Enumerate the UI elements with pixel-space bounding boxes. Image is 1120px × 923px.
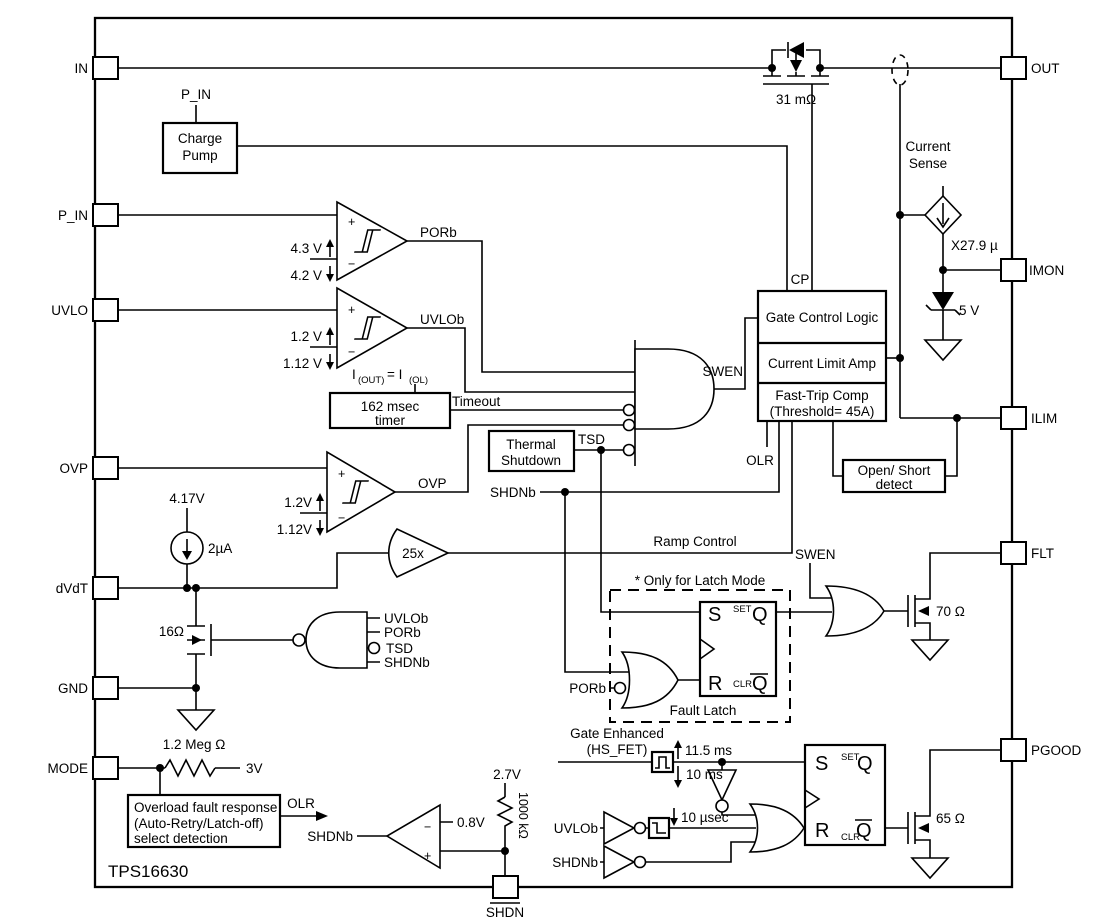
current-sense-loop-icon bbox=[892, 55, 908, 85]
pgood-fet-label: 65 Ω bbox=[936, 811, 965, 826]
pin-uvlo bbox=[93, 299, 118, 321]
open-short-label-1: Open/ Short bbox=[857, 463, 931, 478]
dvdt-current-source-icon bbox=[171, 532, 203, 564]
iol-s1: (OUT) bbox=[358, 375, 385, 386]
pin-label-flt: FLT bbox=[1031, 546, 1054, 561]
latch2-set: SET bbox=[841, 752, 860, 763]
latch1-qb: Q bbox=[752, 673, 768, 695]
mode-resistor-icon bbox=[165, 760, 215, 776]
pin-label-p-in: P_IN bbox=[57, 208, 88, 223]
shdnb-mid-label: SHDNb bbox=[490, 485, 536, 500]
iol-i2: = I bbox=[387, 367, 403, 382]
ovp-plus: + bbox=[338, 467, 346, 481]
uvlob-inv-label: UVLOb bbox=[553, 821, 598, 836]
pin-label-in: IN bbox=[74, 61, 88, 76]
mode-voltage-label: 3V bbox=[246, 761, 263, 776]
pullup-resistor-label: 1000 kΩ bbox=[516, 792, 530, 839]
ramp-control-label: Ramp Control bbox=[653, 534, 737, 549]
pin-label-mode: MODE bbox=[47, 761, 88, 776]
overload-label-1: Overload fault response bbox=[134, 800, 278, 815]
nand-in-uvlob: UVLOb bbox=[384, 611, 429, 626]
zener-label: 5 V bbox=[959, 303, 980, 318]
shdn-comp-plus: + bbox=[424, 849, 432, 863]
imon-gain-label: X27.9 µ bbox=[951, 238, 998, 253]
latch-note-label: * Only for Latch Mode bbox=[634, 573, 766, 588]
comp-ref-label: 0.8V bbox=[457, 815, 485, 830]
shdnb-comp-label: SHDNb bbox=[307, 829, 353, 844]
rds-on-label: 31 mΩ bbox=[775, 92, 817, 107]
pin-mode bbox=[93, 757, 118, 779]
pin-p-in bbox=[93, 204, 118, 226]
current-source-diamond-icon bbox=[925, 196, 961, 234]
pin-ilim bbox=[1001, 407, 1026, 429]
pin-label-ilim: ILIM bbox=[1031, 411, 1058, 426]
pin-pgood bbox=[1001, 739, 1026, 761]
pin-imon bbox=[1001, 259, 1026, 281]
dvdt-fet-icon bbox=[187, 624, 211, 656]
th-por-fall: 4.2 V bbox=[290, 268, 322, 283]
dvdt-fet-label: 16Ω bbox=[158, 624, 184, 639]
flt-or-gate bbox=[826, 586, 884, 636]
shdnb-inv-label: SHDNb bbox=[552, 855, 598, 870]
part-number-label: TPS16630 bbox=[108, 862, 189, 881]
shdn-comparator bbox=[387, 805, 440, 868]
iol-i1: I bbox=[352, 367, 356, 382]
uvlo-comparator bbox=[310, 288, 407, 370]
pin-label-ovp: OVP bbox=[59, 461, 88, 476]
por-plus: + bbox=[348, 215, 356, 229]
shdn-comp-minus: − bbox=[424, 820, 432, 834]
th-uvlo-rise: 1.2 V bbox=[290, 329, 322, 344]
thermal-label-1: Thermal bbox=[506, 437, 556, 452]
uvlo-plus: + bbox=[348, 303, 356, 317]
latch1-q: Q bbox=[752, 604, 768, 626]
t-deglitch-label: 10 µsec bbox=[681, 810, 729, 825]
olr-arrow-icon bbox=[316, 811, 328, 821]
latch1-clr: CLR bbox=[733, 679, 753, 690]
swen-and-gate bbox=[624, 349, 715, 456]
pgood-reset-or-gate bbox=[750, 804, 804, 852]
pin-flt bbox=[1001, 542, 1026, 564]
porb-label: PORb bbox=[420, 225, 457, 240]
shdn-pullup-resistor-icon bbox=[498, 797, 512, 828]
t-rise-label: 11.5 ms bbox=[685, 743, 733, 758]
porb-stub-label: PORb bbox=[569, 681, 606, 696]
gate-control-logic-label: Gate Control Logic bbox=[765, 310, 879, 325]
th-ovp-rise: 1.2V bbox=[284, 495, 312, 510]
latch2-clr: CLR bbox=[841, 832, 861, 843]
overload-label-2: (Auto-Retry/Latch-off) bbox=[134, 816, 264, 831]
pin-label-out: OUT bbox=[1031, 61, 1060, 76]
pin-out bbox=[1001, 57, 1026, 79]
timer-label-1: 162 msec bbox=[360, 399, 420, 414]
tsd-label: TSD bbox=[578, 432, 605, 447]
latch1-r: R bbox=[708, 673, 723, 695]
gate-enhanced-label-1: Gate Enhanced bbox=[570, 726, 664, 741]
gate-enhanced-label-2: (HS_FET) bbox=[586, 742, 648, 757]
nand-in-porb: PORb bbox=[384, 625, 421, 640]
thermal-label-2: Shutdown bbox=[500, 453, 562, 468]
nand-in-shdnb: SHDNb bbox=[384, 655, 430, 670]
pin-gnd bbox=[93, 677, 118, 699]
fast-trip-label-1: Fast-Trip Comp bbox=[775, 388, 869, 403]
ovp-out-label: OVP bbox=[418, 476, 447, 491]
fault-reset-or-gate bbox=[615, 652, 679, 708]
gate-enhanced-oneshot-icon bbox=[652, 752, 673, 772]
timer-label-2: timer bbox=[375, 413, 405, 428]
charge-pump-label-1: Charge bbox=[177, 131, 223, 146]
ovp-comparator bbox=[300, 452, 395, 536]
ovp-minus: − bbox=[338, 511, 346, 525]
iol-s2: (OL) bbox=[409, 375, 428, 386]
olr-top-label: OLR bbox=[746, 453, 774, 468]
pin-label-pgood: PGOOD bbox=[1031, 743, 1082, 758]
swen-stub-label: SWEN bbox=[795, 547, 836, 562]
dvdt-clamp-label: 4.17V bbox=[169, 491, 205, 506]
latch2-q: Q bbox=[857, 753, 873, 775]
amp-gain-label: 25x bbox=[402, 546, 424, 561]
latch2-s: S bbox=[815, 753, 829, 775]
p-in-stub-label: P_IN bbox=[180, 87, 212, 102]
uvlob-inverter bbox=[604, 812, 669, 844]
olr-bottom-label: OLR bbox=[287, 796, 315, 811]
cp-label: CP bbox=[790, 272, 810, 287]
shdnb-inverter bbox=[604, 846, 646, 878]
latch2-r: R bbox=[815, 820, 830, 842]
th-por-rise: 4.3 V bbox=[290, 241, 322, 256]
pullup-voltage-label: 2.7V bbox=[493, 767, 521, 782]
pin-label-gnd: GND bbox=[58, 681, 88, 696]
pin-label-dvdt: dVdT bbox=[55, 581, 88, 596]
current-sense-label-2: Sense bbox=[908, 156, 948, 171]
overload-label-3: select detection bbox=[134, 831, 228, 846]
t-fall-label: 10 ms bbox=[686, 767, 723, 782]
charge-pump-label-2: Pump bbox=[182, 148, 218, 163]
por-minus: − bbox=[348, 257, 356, 271]
pin-ovp bbox=[93, 457, 118, 479]
current-limit-amp-label: Current Limit Amp bbox=[767, 356, 877, 371]
uvlob-label: UVLOb bbox=[420, 312, 465, 327]
th-uvlo-fall: 1.12 V bbox=[282, 356, 322, 371]
timeout-label: Timeout bbox=[452, 394, 501, 409]
pin-label-imon: IMON bbox=[1029, 263, 1065, 278]
fast-trip-label-2: (Threshold= 45A) bbox=[769, 404, 875, 419]
pin-shdn bbox=[493, 876, 518, 898]
nand-in-tsd: TSD bbox=[386, 641, 413, 656]
nand-gate bbox=[293, 612, 380, 668]
uvlo-minus: − bbox=[348, 345, 356, 359]
latch2-qb: Q bbox=[856, 820, 872, 842]
mode-resistor-label: 1.2 Meg Ω bbox=[162, 737, 226, 752]
dvdt-current-label: 2µA bbox=[208, 541, 233, 556]
latch1-set: SET bbox=[733, 604, 752, 615]
swen-label: SWEN bbox=[702, 364, 743, 379]
current-sense-label-1: Current bbox=[905, 139, 951, 154]
fault-latch-label: Fault Latch bbox=[669, 703, 737, 718]
open-short-label-2: detect bbox=[875, 477, 913, 492]
pin-label-uvlo: UVLO bbox=[51, 303, 88, 318]
th-ovp-fall: 1.12V bbox=[276, 522, 312, 537]
pin-in bbox=[93, 57, 118, 79]
flt-fet-label: 70 Ω bbox=[936, 604, 965, 619]
por-comparator bbox=[310, 202, 407, 282]
pin-dvdt bbox=[93, 577, 118, 599]
latch1-s: S bbox=[708, 604, 722, 626]
pin-label-shdn: SHDN bbox=[485, 905, 525, 920]
